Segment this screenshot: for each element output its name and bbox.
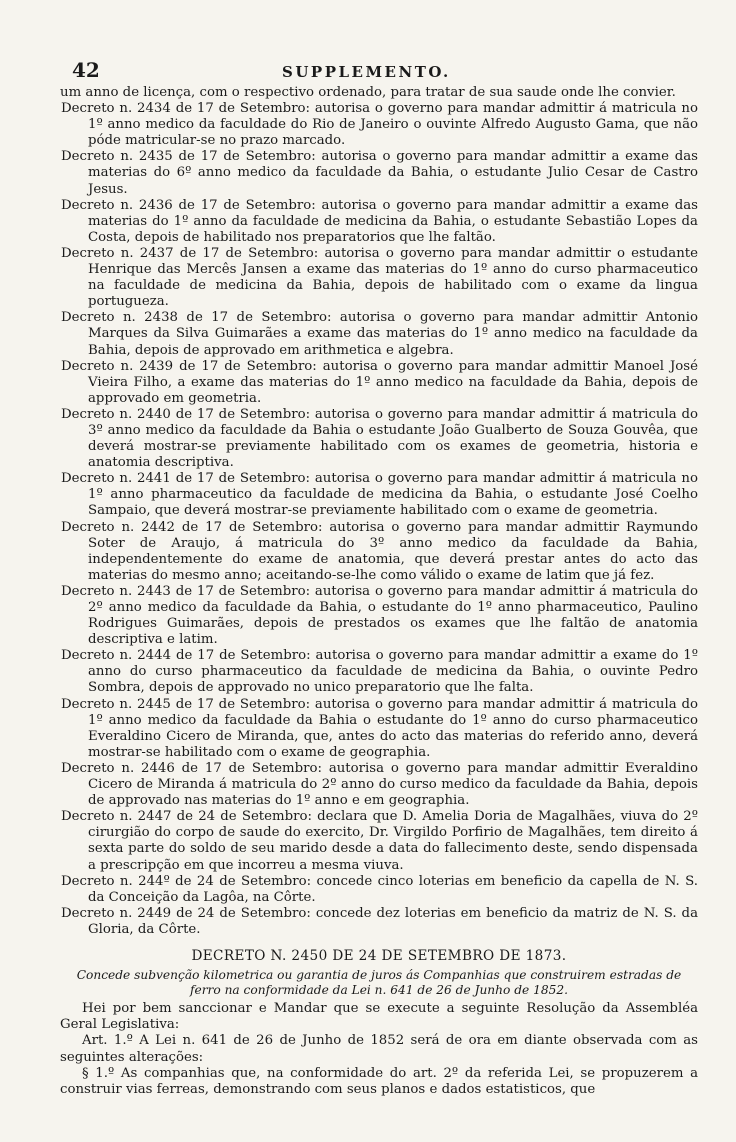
decree-entry: Decreto n. 2438 de 17 de Setembro: autorisa o governo para mandar admittir Antonio Marques da Silva Guimarães a exame das materias do 1º anno medico na faculdade da Bahia, depois de approvado em arithmetica e algebra. xyxy=(61,310,698,358)
decree-entry: Decreto n. 2445 de 17 de Setembro: autorisa o governo para mandar admittir á matricula do 1º anno medico da faculdade da Bahia o estudante do 1º anno do curso pharmaceutico Everaldino Cicero de Miranda, que, antes do acto das materias do referido anno, deverá mostrar-se habilitado com o exame de geographia. xyxy=(61,696,698,760)
decree-entry: Decreto n. 2440 de 17 de Setembro: autorisa o governo para mandar admittir á matricula do 3º anno medico da faculdade da Bahia o estudante João Gualberto de Souza Gouvêa, que deverá mostrar-se previamente habilitado com os exames de geometria, historia e anatomia descriptiva. xyxy=(61,406,698,471)
decree-entry: Decreto n. 2435 de 17 de Setembro: autorisa o governo para mandar admittir a exame das materias do 6º anno medico da faculdade da Bahia, o estudante Julio Cesar de Castro Jesus. xyxy=(61,149,698,197)
decree-entry: Decreto n. 244º de 24 de Setembro: concede cinco loterias em beneficio da capella de N. S. da Conceição da Lagôa, na Côrte. xyxy=(61,873,698,905)
opening-text: um anno de licença, com o respectivo ordenado, para tratar de sua saude onde lhe convier. xyxy=(60,85,676,100)
decree-entry: Decreto n. 2444 de 17 de Setembro: autorisa o governo para mandar admittir a exame do 1º anno do curso pharmaceutico da faculdade de medicina da Bahia, o ouvinte Pedro Sombra, depois de approvado no unico preparatorio que lhe falta. xyxy=(61,648,698,696)
decree-entry: Decreto n. 2434 de 17 de Setembro: autorisa o governo para mandar admittir á matricula no 1º anno medico da faculdade do Rio de Janeiro o ouvinte Alfredo Augusto Gama, que não póde matricular-se no prazo marcado. xyxy=(61,101,698,149)
decree-entry: Decreto n. 2441 de 17 de Setembro: autorisa o governo para mandar admittir á matricula no 1º anno pharmaceutico da faculdade de medicina da Bahia, o estudante José Coelho Sampaio, que deverá mostrar-se previamente habilitado com o exame de geometria. xyxy=(61,471,698,519)
decree-entry: Decreto n. 2446 de 17 de Setembro: autorisa o governo para mandar admittir Everaldino Cicero de Miranda á matricula do 2º anno do curso medico da faculdade da Bahia, depois de approvado nas materias do 1º anno e em geographia. xyxy=(61,760,698,809)
running-title: SUPPLEMENTO. xyxy=(282,63,451,81)
paragraph: Hei por bem sanccionar e Mandar que se execute a seguinte Resolução da Assembléa Geral Legislativa: xyxy=(60,1001,698,1033)
decree-entry: Decreto n. 2437 de 17 de Setembro: autorisa o governo para mandar admittir o estudante Henrique das Mercês Jansen a exame das materias do 1º anno do curso pharmaceutico na faculdade de medicina da Bahia, depois de habilitado com o exame da lingua portugueza. xyxy=(61,245,698,310)
paragraph: Art. 1.º A Lei n. 641 de 26 de Junho de 1852 será de ora em diante observada com as seguintes alterações: xyxy=(60,1033,698,1065)
decree-entry: Decreto n. 2436 de 17 de Setembro: autorisa o governo para mandar admittir a exame das materias do 1º anno da faculdade de medicina da Bahia, o estudante Sebastião Lopes da Costa, depois de habilitado nos preparatorios que lhe faltão. xyxy=(61,197,698,245)
decree-entry: Decreto n. 2443 de 17 de Setembro: autorisa o governo para mandar admittir á matricula do 2º anno medico da faculdade da Bahia, o estudante do 1º anno pharmaceutico, Paulino Rodrigues Guimarães, depois de prestados os exames que lhe faltão de anatomia descriptiva e latim. xyxy=(61,583,698,648)
decree-summary: Concede subvenção kilometrica ou garantia de juros ás Companhias que construirem estradas de ferro na conformidade da Lei n. 641 de 26 de Junho de 1852. xyxy=(76,968,682,997)
decree-title: DECRETO N. 2450 DE 24 DE SETEMBRO DE 1873. xyxy=(191,947,567,964)
decree-entry: Decreto n. 2447 de 24 de Setembro: declara que D. Amelia Doria de Magalhães, viuva do 2º cirurgião do corpo de saude do exercito, Dr. Virgildo Porfirio de Magalhães, tem direito á sexta parte do soldo de seu marido desde a data do fallecimento deste, sendo dispensada a prescripção em que incorreu a mesma viuva. xyxy=(61,809,698,873)
decree-entry: Decreto n. 2439 de 17 de Setembro: autorisa o governo para mandar admittir Manoel José Vieira Filho, a exame das materias do 1º anno medico na faculdade da Bahia, depois de approvado em geometria. xyxy=(61,358,698,406)
decree-entry: Decreto n. 2442 de 17 de Setembro: autorisa o governo para mandar admittir Raymundo Soter de Araujo, á matricula do 3º anno medico da faculdade da Bahia, independentemente do exame de anatomia, que deverá prestar antes do acto das materias do mesmo anno; aceitando-se-lhe como válido o exame de latim que já fez. xyxy=(61,519,698,583)
page-number: 42 xyxy=(72,58,100,82)
paragraph: § 1.º As companhias que, na conformidade do art. 2º da referida Lei, se propuzerem a construir vias ferreas, demonstrando com seus planos e dados estatisticos, que xyxy=(60,1065,698,1097)
page-body xyxy=(60,85,698,1098)
decree-entry: Decreto n. 2449 de 24 de Setembro: concede dez loterias em beneficio da matriz de N. S. da Gloria, da Côrte. xyxy=(61,905,698,937)
page-header xyxy=(72,58,686,82)
